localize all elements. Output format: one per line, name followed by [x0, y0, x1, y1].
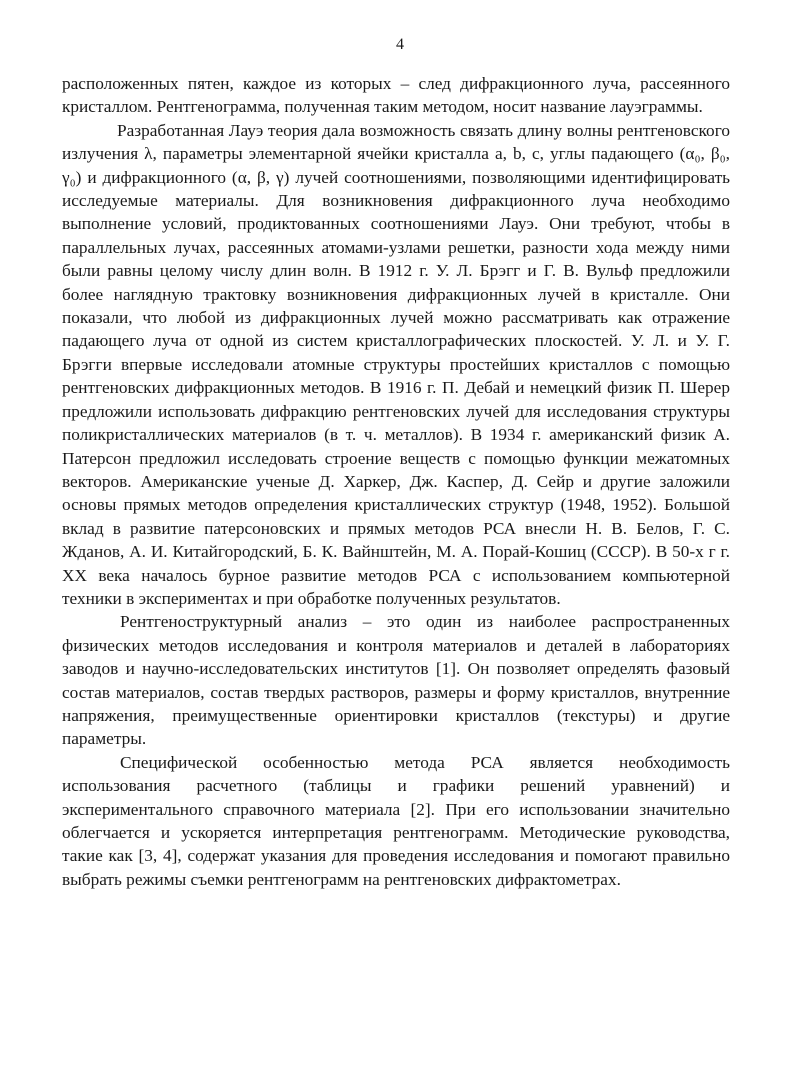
paragraph-laue-theory: Разработанная Лауэ теория дала возможность связать длину волны рентгеновского излучения λ, параметры элементарной ячейки кристалла a, b, c, углы падающего (α₀, β₀, γ₀) и дифракционного (α, β, γ) лучей соотношениями, позволяющими идентифицировать исследуемые материалы. Для возникновения дифракционного луча необходимо выполнение условий, продиктованных соотношениями Лауэ. Они требуют, чтобы в параллельных лучах, рассеянных атомами-узлами решетки, разности хода между ними были равны целому числу длин волн. В 1912 г. У. Л. Брэгг и Г. В. Вульф предложили более наглядную трактовку возникновения дифракционных лучей в кристалле. Они показали, что любой из дифракционных лучей можно рассматривать как отражение падающего луча от одной из систем кристаллографических плоскостей. У. Л. и У. Г. Брэгги впервые исследовали атомные структуры простейших кристаллов с помощью рентгеновских дифракционных методов. В 1916 г. П. Дебай и немецкий физик П. Шерер предложили использовать дифракцию рентгеновских лучей для исследования структуры поликристаллических материалов (в т. ч. металлов). В 1934 г. американский физик А. Патерсон предложил исследовать строение веществ с помощью функции межатомных векторов. Американские ученые Д. Харкер, Дж. Каспер, Д. Сейр и другие заложили основы прямых методов определения кристаллических структур (1948, 1952). Большой вклад в развитие патерсоновских и прямых методов РСА внесли Н. В. Белов, Г. С. Жданов, А. И. Китайгородский, Б. К. Вайнштейн, М. А. Порай-Кошиц (СССР). В 50-х г г. XX века началось бурное развитие методов РСА с использованием компьютерной техники в экспериментах и при обработке полученных результатов. — [62, 120, 730, 608]
paragraph-xrd-analysis: Рентгеноструктурный анализ – это один из наиболее распространенных физических методов исследования и контроля материалов и деталей в лабораториях заводов и научно-исследовательских институтов [1]. Он позволяет определять фазовый состав материалов, состав твердых растворов, размеры и форму кристаллов, внутренние напряжения, преимущественные ориентировки кристаллов (текстуры) и другие параметры. — [62, 612, 730, 749]
page-number: 4 — [396, 36, 404, 53]
document-body — [62, 72, 730, 891]
paragraph-continuation: расположенных пятен, каждое из которых – след дифракционного луча, рассеянного кристаллом. Рентгенограмма, полученная таким методом, носит название лауэграммы. — [62, 74, 730, 117]
paragraph-method-specifics: Специфической особенностью метода РСА является необходимость использования расчетного (таблицы и графики решений уравнений) и экспериментального справочного материала [2]. При его использовании значительно облегчается и ускоряется интерпретация рентгенограмм. Методические руководства, такие как [3, 4], содержат указания для проведения исследования и помогают правильно выбрать режимы съемки рентгенограмм на рентгеновских дифрактометрах. — [62, 752, 730, 889]
